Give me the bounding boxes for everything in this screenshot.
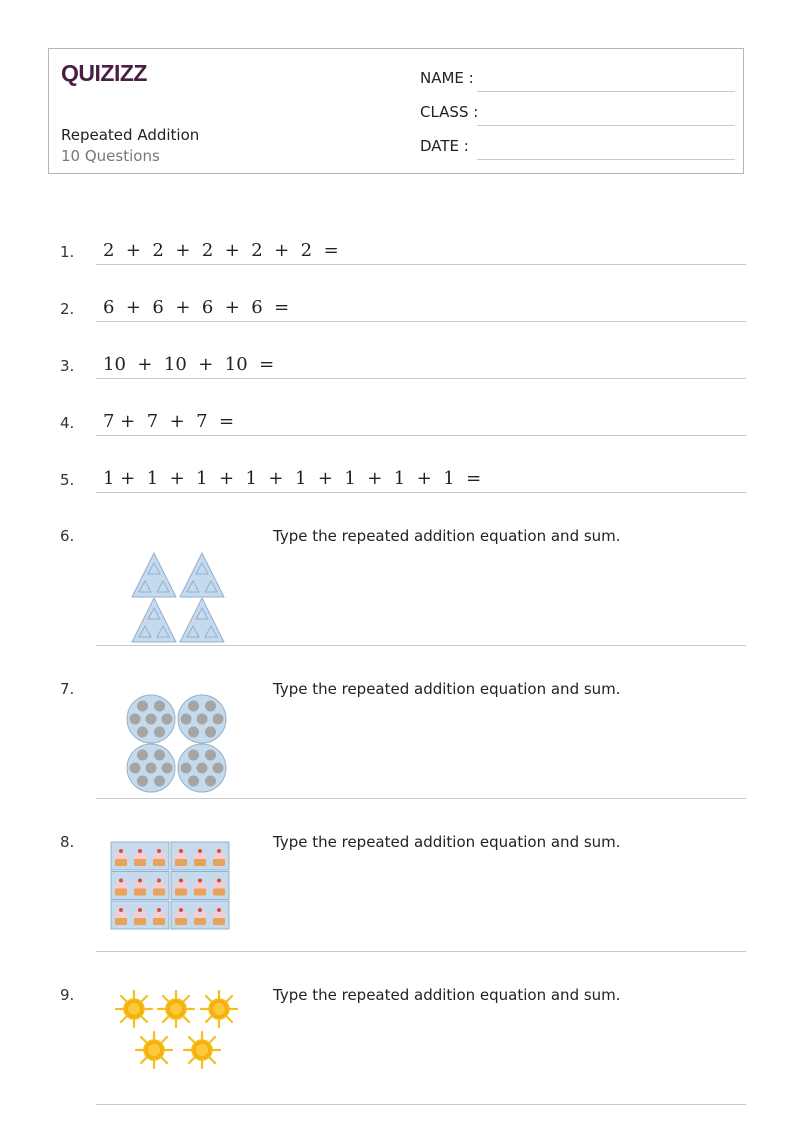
logo-wordmark (61, 59, 153, 87)
name-field[interactable] (420, 69, 735, 93)
dot-circle-group (178, 744, 226, 792)
cupcake-box (111, 901, 169, 929)
question-equation: 6 + 6 + 6 + 6 = (103, 297, 290, 318)
sun-icon (136, 1032, 172, 1068)
svg-text:QUIZIZZ: QUIZIZZ (61, 60, 147, 86)
sun-icon (201, 991, 237, 1027)
question-prompt: Type the repeated addition equation and sum. (273, 833, 621, 851)
class-line[interactable] (477, 125, 735, 126)
question-number: 1. (60, 243, 75, 261)
cupcake-box (171, 872, 229, 900)
question-prompt: Type the repeated addition equation and sum. (273, 986, 621, 1004)
question-equation: 1 + 1 + 1 + 1 + 1 + 1 + 1 + 1 = (103, 468, 482, 489)
question-equation: 2 + 2 + 2 + 2 + 2 = (103, 240, 339, 261)
dot-circle-group (127, 695, 175, 743)
date-line[interactable] (477, 159, 735, 160)
triangles-picture (128, 550, 228, 646)
question-number: 3. (60, 357, 75, 375)
dot-circle-group (127, 744, 175, 792)
name-line[interactable] (477, 91, 735, 92)
answer-line[interactable] (96, 645, 746, 646)
cupcake-box (171, 842, 229, 870)
dot-circles-picture (125, 693, 229, 795)
suns-picture (112, 988, 242, 1072)
answer-line[interactable] (96, 798, 746, 799)
question-equation: 10 + 10 + 10 = (103, 354, 275, 375)
quizizz-logo (61, 59, 153, 91)
cupcake-box (111, 872, 169, 900)
cupcake-box (171, 901, 229, 929)
triangle-group (180, 598, 224, 642)
answer-line[interactable] (96, 321, 746, 322)
question-number: 5. (60, 471, 75, 489)
date-field[interactable] (420, 137, 735, 161)
triangle-group (132, 553, 176, 597)
name-label: NAME : (420, 69, 474, 87)
sun-icon (184, 1032, 220, 1068)
answer-line[interactable] (96, 435, 746, 436)
question-count: 10 Questions (61, 147, 160, 165)
question-prompt: Type the repeated addition equation and sum. (273, 527, 621, 545)
question-number: 7. (60, 680, 75, 698)
answer-line[interactable] (96, 378, 746, 379)
cupcake-box (111, 842, 169, 870)
answer-line[interactable] (96, 1104, 746, 1105)
question-equation: 7 + 7 + 7 = (103, 411, 235, 432)
question-number: 8. (60, 833, 75, 851)
dot-circle-group (178, 695, 226, 743)
triangle-group (132, 598, 176, 642)
question-number: 4. (60, 414, 75, 432)
answer-line[interactable] (96, 264, 746, 265)
worksheet-title: Repeated Addition (61, 126, 200, 144)
class-field[interactable] (420, 103, 735, 127)
answer-line[interactable] (96, 951, 746, 952)
date-label: DATE : (420, 137, 469, 155)
question-number: 6. (60, 527, 75, 545)
question-number: 9. (60, 986, 75, 1004)
sun-icon (116, 991, 152, 1027)
triangle-group (180, 553, 224, 597)
cupcake-boxes-picture (110, 841, 232, 931)
question-prompt: Type the repeated addition equation and sum. (273, 680, 621, 698)
worksheet-header (48, 48, 744, 174)
sun-icon (158, 991, 194, 1027)
answer-line[interactable] (96, 492, 746, 493)
class-label: CLASS : (420, 103, 479, 121)
question-number: 2. (60, 300, 75, 318)
